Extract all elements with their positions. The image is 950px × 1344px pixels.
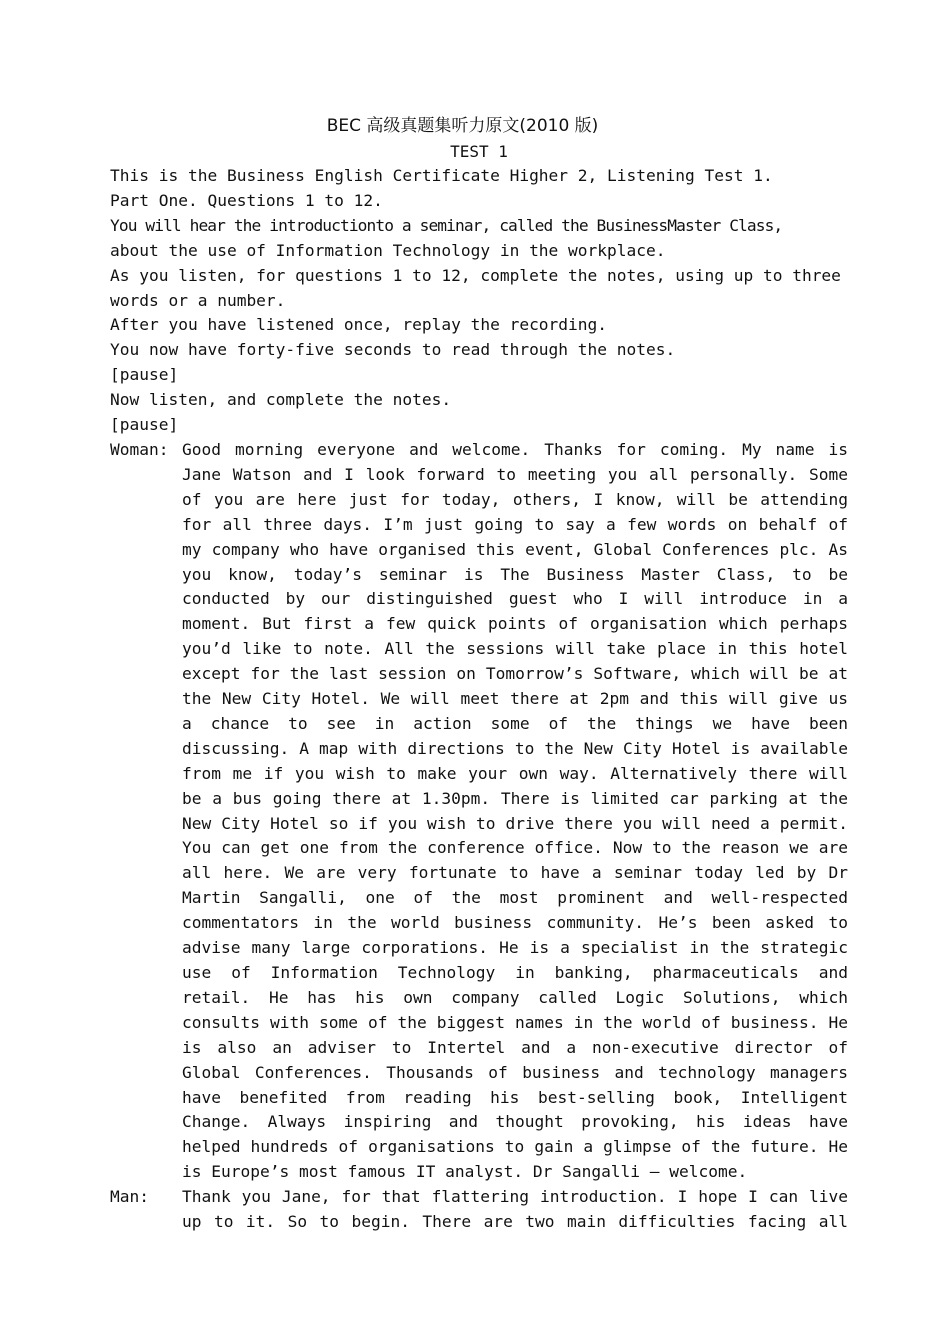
- transcript-body: [110, 164, 890, 1235]
- pause-marker: [pause]: [110, 415, 179, 435]
- test-label: TEST 1: [450, 142, 508, 161]
- woman-speech-text: Good morning everyone and welcome. Thanks for coming. My name is Jane Watson and I look forward to meeting you all personally. Some of you are here just for today, others, I know, will be attending for all three days. I’m just going to say a few words on behalf of my company who have organised this event, Global Conferences plc. As you know, today’s seminar is The Business Master Class, to be conducted by our distinguished guest who I will introduce in a moment. But first a few quick points of organisation which perhaps you’d like to note. All the sessions will take place in this hotel except for the last session on Tomorrow’s Software, which will be at the New City Hotel. We will meet there at 2pm and this will give us a chance to see in action some of the things we have been discussing. A map with directions to the New City Hotel is available from me if you wish to make your own way. Alternatively there will be a bus going there at 1.30pm. There is limited car parking at the New City Hotel so if you wish to drive there you will need a permit. You can get one from the conference office. Now to the reason we are all here. We are very fortunate to have a seminar today led by Dr Martin Sangalli, one of the most prominent and well-respected commentators in the world business community. He’s been asked to advise many large corporations. He is a specialist in the strategic use of Information Technology in banking, pharmaceuticals and retail. He has his own company called Logic Solutions, which consults with some of the biggest names in the world of business. He is also an adviser to Intertel and a non-executive director of Global Conferences. Thousands of business and technology managers have benefited from reading his best-selling book, Intelligent Change. Always inspiring and thought provoking, his ideas have helped hundreds of organisations to gain a glimpse of the future. He is Europe’s most famous IT analyst. Dr Sangalli – welcome.: [182, 439, 848, 1182]
- intro-line: Now listen, and complete the notes.: [110, 390, 452, 410]
- document-title: BEC 高级真题集听力原文(2010 版): [326, 116, 599, 136]
- intro-line: As you listen, for questions 1 to 12, complete the notes, using up to three: [110, 265, 841, 285]
- intro-line: You now have forty-five seconds to read through the notes.: [110, 340, 676, 360]
- intro-line: You will hear the introductionto a seminar, called the BusinessMaster Class,: [110, 215, 783, 235]
- speaker-label-man: Man:: [110, 1187, 149, 1207]
- intro-line: Part One. Questions 1 to 12.: [110, 190, 383, 210]
- intro-line: After you have listened once, replay the recording.: [110, 315, 608, 335]
- speaker-label-woman: Woman:: [110, 439, 169, 459]
- man-speech: [110, 1185, 890, 1235]
- intro-line: words or a number.: [110, 290, 286, 310]
- pause-marker: [pause]: [110, 365, 179, 385]
- intro-line: This is the Business English Certificate Higher 2, Listening Test 1.: [110, 166, 773, 185]
- man-speech-text: Thank you Jane, for that flattering introduction. I hope I can live up to it. So to begin. There are two main difficulties facing all: [182, 1187, 848, 1232]
- intro-line: about the use of Information Technology in the workplace.: [110, 240, 666, 260]
- woman-speech: [110, 438, 890, 1185]
